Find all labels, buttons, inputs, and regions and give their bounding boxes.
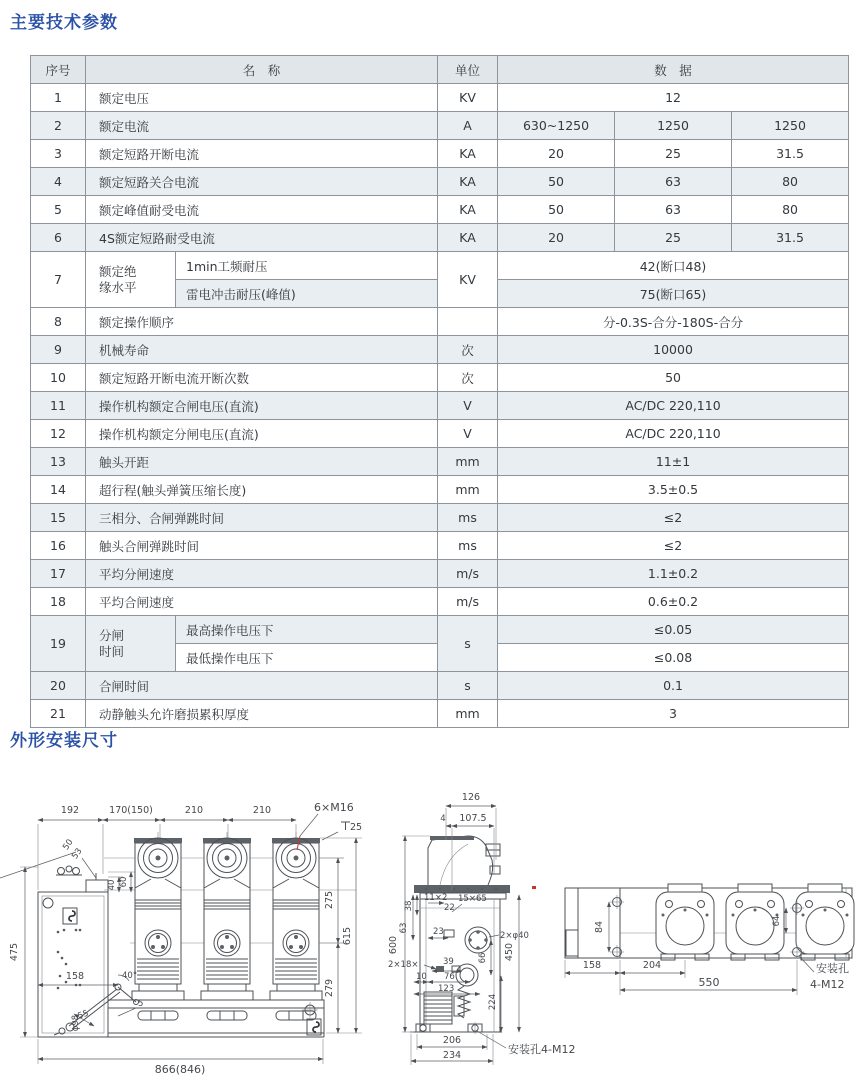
dim-84: 84 bbox=[594, 920, 605, 934]
param-value: 分-0.3S-合分-180S-合分 bbox=[498, 308, 849, 336]
dim-38: 38 bbox=[404, 900, 414, 912]
table-row bbox=[31, 168, 849, 196]
param-unit: m/s bbox=[438, 588, 498, 616]
dim-192: 192 bbox=[60, 805, 80, 816]
dim-39: 39 bbox=[443, 957, 454, 967]
param-no: 1 bbox=[31, 84, 86, 112]
param-name: 额定电压 bbox=[86, 84, 438, 112]
param-value: 630~1250 bbox=[498, 112, 615, 140]
dim-76: 76 bbox=[444, 972, 455, 982]
dim-22: 22 bbox=[444, 903, 455, 913]
param-no: 7 bbox=[31, 252, 86, 308]
dim-615: 615 bbox=[342, 926, 353, 946]
callout-thread-6xM16: 6×M16 bbox=[314, 801, 354, 814]
param-value: 80 bbox=[732, 196, 849, 224]
param-name: 额定电流 bbox=[86, 112, 438, 140]
param-unit: ms bbox=[438, 532, 498, 560]
param-name: 4S额定短路耐受电流 bbox=[86, 224, 438, 252]
param-value: 50 bbox=[498, 196, 615, 224]
dim-123: 123 bbox=[438, 984, 455, 994]
param-no: 15 bbox=[31, 504, 86, 532]
callout-mounting-holes-top-2: 4-M12 bbox=[810, 978, 845, 991]
table-row bbox=[31, 504, 849, 532]
dim-23: 23 bbox=[433, 927, 444, 937]
param-value: 25 bbox=[615, 224, 732, 252]
param-unit: KA bbox=[438, 196, 498, 224]
dim-53: 53 bbox=[70, 846, 85, 862]
param-unit: s bbox=[438, 616, 498, 672]
dim-210-b: 210 bbox=[252, 805, 272, 816]
param-value: 20 bbox=[498, 140, 615, 168]
table-row bbox=[31, 560, 849, 588]
param-no: 5 bbox=[31, 196, 86, 224]
section-title-main-parameters: 主要技术参数 bbox=[10, 13, 118, 33]
param-value: 1.1±0.2 bbox=[498, 560, 849, 588]
table-row bbox=[31, 196, 849, 224]
dim-866-846: 866(846) bbox=[154, 1063, 206, 1076]
param-no: 10 bbox=[31, 364, 86, 392]
table-row bbox=[31, 532, 849, 560]
param-no: 16 bbox=[31, 532, 86, 560]
param-name bbox=[86, 252, 176, 308]
param-no: 18 bbox=[31, 588, 86, 616]
param-value: 50 bbox=[498, 364, 849, 392]
dimension-drawing bbox=[0, 780, 867, 1077]
param-subname: 雷电冲击耐压(峰值) bbox=[176, 280, 438, 308]
pole-foot-pads bbox=[138, 1011, 316, 1020]
table-row bbox=[31, 700, 849, 728]
param-value: 11±1 bbox=[498, 448, 849, 476]
param-value: ≤0.05 bbox=[498, 616, 849, 644]
param-unit: KA bbox=[438, 140, 498, 168]
table-row bbox=[31, 616, 849, 644]
table-row bbox=[31, 588, 849, 616]
param-unit: mm bbox=[438, 448, 498, 476]
param-unit: KV bbox=[438, 252, 498, 308]
dim-279: 279 bbox=[324, 978, 335, 998]
table-header-row bbox=[31, 56, 849, 84]
side-view bbox=[388, 792, 575, 1065]
param-name: 操作机构额定分闸电压(直流) bbox=[86, 420, 438, 448]
param-value: ≤0.08 bbox=[498, 644, 849, 672]
callout-mounting-holes-side: 安装孔4-M12 bbox=[508, 1043, 576, 1056]
dim-10: 10 bbox=[416, 972, 427, 982]
table-row bbox=[31, 420, 849, 448]
dim-40: 40 bbox=[107, 879, 117, 891]
param-name: 超行程(触头弹簧压缩长度) bbox=[86, 476, 438, 504]
param-unit: m/s bbox=[438, 560, 498, 588]
param-no: 21 bbox=[31, 700, 86, 728]
dim-11x2: 11×2 bbox=[424, 893, 448, 903]
param-no: 17 bbox=[31, 560, 86, 588]
param-unit: 次 bbox=[438, 364, 498, 392]
param-name: 三相分、合闸弹跳时间 bbox=[86, 504, 438, 532]
param-value: 3.5±0.5 bbox=[498, 476, 849, 504]
param-name: 合闸时间 bbox=[86, 672, 438, 700]
param-unit: 次 bbox=[438, 336, 498, 364]
dim-66: 66 bbox=[478, 952, 488, 964]
table-row bbox=[31, 224, 849, 252]
param-unit: V bbox=[438, 392, 498, 420]
param-no: 4 bbox=[31, 168, 86, 196]
param-value: 31.5 bbox=[732, 224, 849, 252]
param-value: 80 bbox=[732, 168, 849, 196]
dim-210-a: 210 bbox=[184, 805, 204, 816]
dim-64: 64 bbox=[772, 915, 782, 927]
col-header-unit: 单位 bbox=[438, 56, 498, 84]
param-name-text: 分闸时间 bbox=[99, 627, 125, 659]
dim-234: 234 bbox=[442, 1050, 462, 1061]
dim-158-top: 158 bbox=[582, 960, 602, 971]
param-value: 0.1 bbox=[498, 672, 849, 700]
dim-204: 204 bbox=[642, 960, 662, 971]
param-no: 8 bbox=[31, 308, 86, 336]
param-value: 63 bbox=[615, 196, 732, 224]
table-row bbox=[31, 252, 849, 280]
top-view bbox=[565, 884, 854, 995]
param-value: 3 bbox=[498, 700, 849, 728]
param-value: 75(断口65) bbox=[498, 280, 849, 308]
param-value: 31.5 bbox=[732, 140, 849, 168]
red-print-mark bbox=[532, 886, 536, 889]
param-subname: 最高操作电压下 bbox=[176, 616, 438, 644]
param-value: 63 bbox=[615, 168, 732, 196]
dim-600: 600 bbox=[388, 935, 399, 955]
param-name: 平均分闸速度 bbox=[86, 560, 438, 588]
param-value: AC/DC 220,110 bbox=[498, 420, 849, 448]
dim-60: 60 bbox=[119, 876, 129, 888]
dim-5: 5 bbox=[138, 999, 144, 1009]
param-no: 20 bbox=[31, 672, 86, 700]
param-value: 12 bbox=[498, 84, 849, 112]
param-subname: 最低操作电压下 bbox=[176, 644, 438, 672]
param-name: 额定操作顺序 bbox=[86, 308, 438, 336]
param-value: 25 bbox=[615, 140, 732, 168]
front-view bbox=[0, 801, 362, 1076]
param-name: 额定短路开断电流开断次数 bbox=[86, 364, 438, 392]
param-name: 平均合闸速度 bbox=[86, 588, 438, 616]
table-row bbox=[31, 364, 849, 392]
param-no: 9 bbox=[31, 336, 86, 364]
spec-table bbox=[30, 55, 849, 728]
dim-550: 550 bbox=[698, 976, 720, 989]
param-name: 机械寿命 bbox=[86, 336, 438, 364]
dim-phi98: φ98 bbox=[71, 1014, 81, 1032]
table-row bbox=[31, 140, 849, 168]
param-no: 2 bbox=[31, 112, 86, 140]
param-unit: A bbox=[438, 112, 498, 140]
param-value: AC/DC 220,110 bbox=[498, 392, 849, 420]
param-name: 触头合闸弹跳时间 bbox=[86, 532, 438, 560]
param-subname: 1min工频耐压 bbox=[176, 252, 438, 280]
dim-126: 126 bbox=[461, 792, 481, 803]
param-value: 50 bbox=[498, 168, 615, 196]
dim-158: 158 bbox=[65, 971, 85, 982]
table-row bbox=[31, 672, 849, 700]
callout-depth-25: 25 bbox=[350, 822, 363, 833]
table-row bbox=[31, 336, 849, 364]
dim-107-5: 107.5 bbox=[459, 813, 487, 824]
param-value: 0.6±0.2 bbox=[498, 588, 849, 616]
param-value: ≤2 bbox=[498, 532, 849, 560]
dim-170-150: 170(150) bbox=[109, 805, 153, 816]
param-no: 6 bbox=[31, 224, 86, 252]
dim-55: 55 bbox=[76, 1008, 91, 1022]
dim-450: 450 bbox=[504, 942, 515, 962]
param-unit: s bbox=[438, 672, 498, 700]
table-row bbox=[31, 84, 849, 112]
param-unit: ms bbox=[438, 504, 498, 532]
param-name-text: 额定绝缘水平 bbox=[99, 263, 137, 295]
param-value: 1250 bbox=[732, 112, 849, 140]
param-unit: mm bbox=[438, 700, 498, 728]
param-no: 13 bbox=[31, 448, 86, 476]
param-name bbox=[86, 616, 176, 672]
dim-224: 224 bbox=[488, 993, 498, 1011]
param-value: 1250 bbox=[615, 112, 732, 140]
param-name: 额定短路开断电流 bbox=[86, 140, 438, 168]
dim-63: 63 bbox=[399, 922, 409, 934]
table-row bbox=[31, 308, 849, 336]
param-value: 10000 bbox=[498, 336, 849, 364]
dim-2xphi40: 2×φ40 bbox=[500, 931, 529, 941]
param-name: 操作机构额定合闸电压(直流) bbox=[86, 392, 438, 420]
dim-angle-40deg: 40° bbox=[122, 971, 138, 981]
param-name: 动静触头允许磨损累积厚度 bbox=[86, 700, 438, 728]
dim-475: 475 bbox=[9, 942, 20, 962]
param-unit: mm bbox=[438, 476, 498, 504]
param-unit: KA bbox=[438, 224, 498, 252]
param-name: 额定短路关合电流 bbox=[86, 168, 438, 196]
param-unit: KV bbox=[438, 84, 498, 112]
dim-2x18x: 2×18× bbox=[388, 960, 419, 970]
param-no: 11 bbox=[31, 392, 86, 420]
section-title-dimensions: 外形安装尺寸 bbox=[10, 731, 118, 751]
param-unit bbox=[438, 308, 498, 336]
param-value: 20 bbox=[498, 224, 615, 252]
dim-15x65: 15×65 bbox=[458, 894, 487, 904]
col-header-name: 名 称 bbox=[86, 56, 438, 84]
dim-4: 4 bbox=[440, 814, 446, 824]
callout-mounting-holes-top-1: 安装孔 bbox=[816, 962, 849, 975]
param-no: 12 bbox=[31, 420, 86, 448]
param-no: 14 bbox=[31, 476, 86, 504]
param-value: 42(断口48) bbox=[498, 252, 849, 280]
table-row bbox=[31, 476, 849, 504]
col-header-no: 序号 bbox=[31, 56, 86, 84]
param-value: ≤2 bbox=[498, 504, 849, 532]
col-header-data: 数 据 bbox=[498, 56, 849, 84]
param-no: 3 bbox=[31, 140, 86, 168]
dim-206: 206 bbox=[442, 1035, 462, 1046]
table-row bbox=[31, 392, 849, 420]
param-unit: KA bbox=[438, 168, 498, 196]
param-name: 额定峰值耐受电流 bbox=[86, 196, 438, 224]
dim-50: 50 bbox=[61, 837, 76, 853]
table-row bbox=[31, 448, 849, 476]
dim-275: 275 bbox=[324, 890, 335, 910]
param-name: 触头开距 bbox=[86, 448, 438, 476]
table-row bbox=[31, 112, 849, 140]
param-no: 19 bbox=[31, 616, 86, 672]
param-unit: V bbox=[438, 420, 498, 448]
